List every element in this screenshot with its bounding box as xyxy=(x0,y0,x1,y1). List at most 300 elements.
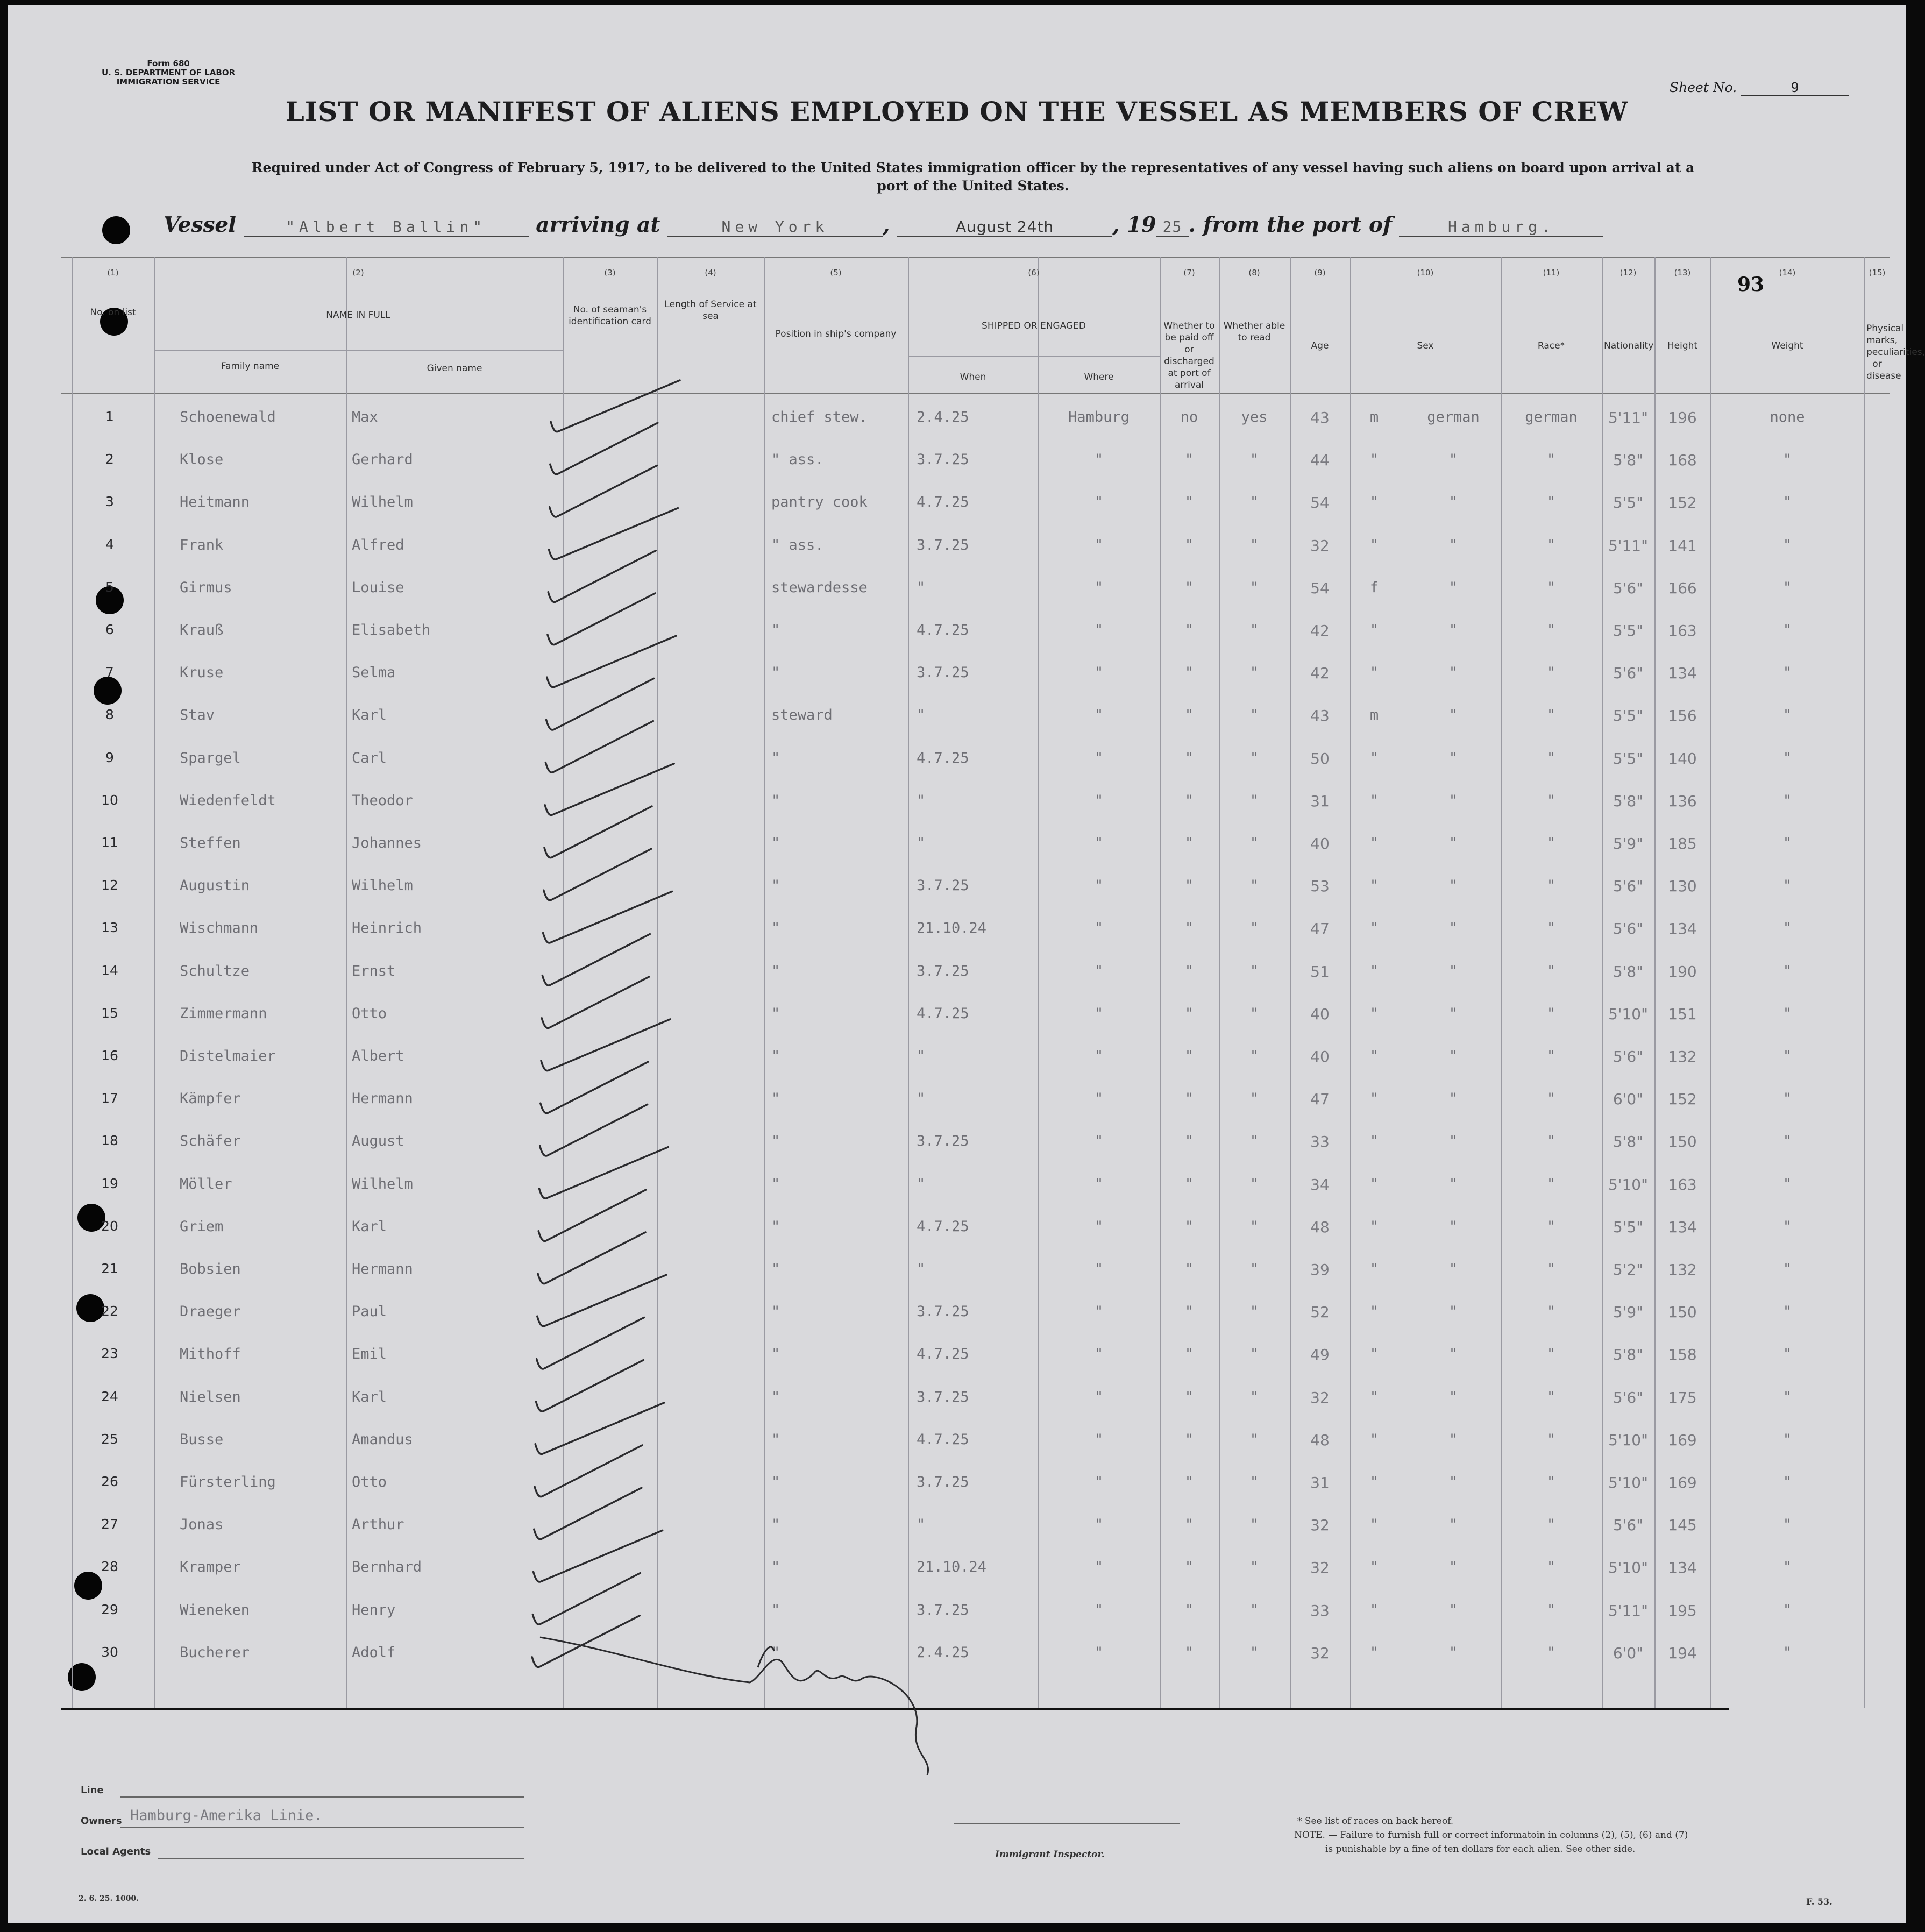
row-16-marks: " xyxy=(1782,1048,1792,1064)
row-6-nat: " xyxy=(1546,622,1556,638)
row-16-position: " xyxy=(771,1048,780,1064)
penalty-note-2: is punishable by a fine of ten dollars for each alien. See other side. xyxy=(1325,1844,1636,1855)
row-19-nat: " xyxy=(1546,1175,1556,1192)
row-22-nat: " xyxy=(1546,1303,1556,1320)
row-28-when: 21.10.24 xyxy=(917,1559,987,1576)
row-13-when: 21.10.24 xyxy=(917,920,987,937)
row-16-no: 16 xyxy=(101,1048,118,1063)
row-5-nat: " xyxy=(1546,579,1556,596)
row-2-family: Klose xyxy=(180,451,224,468)
check-mark-row-10 xyxy=(545,764,674,815)
row-6-no: 6 xyxy=(105,622,114,637)
row-17-nat: " xyxy=(1546,1090,1556,1107)
row-3-paid: " xyxy=(1184,494,1194,511)
row-14-weight: 190 xyxy=(1668,962,1697,981)
row-1-when: 2.4.25 xyxy=(917,409,969,425)
row-14-nat: " xyxy=(1546,962,1556,979)
inspector-label: Immigrant Inspector. xyxy=(995,1849,1105,1860)
column-number-c9: (9) xyxy=(1314,268,1326,278)
row-21-no: 21 xyxy=(101,1261,118,1276)
row-18-height: 5'8" xyxy=(1613,1133,1644,1151)
row-30-weight: 194 xyxy=(1668,1644,1697,1662)
row-5-no: 5 xyxy=(105,579,114,595)
row-11-read: " xyxy=(1249,835,1259,851)
row-5-read: " xyxy=(1249,579,1259,596)
row-30-paid: " xyxy=(1184,1644,1194,1661)
row-16-height: 5'6" xyxy=(1613,1048,1644,1066)
row-28-where: " xyxy=(1094,1559,1104,1576)
row-18-age: 33 xyxy=(1310,1133,1330,1151)
row-11-age: 40 xyxy=(1310,835,1330,853)
column-subheader-given: Given name xyxy=(427,363,482,374)
service-name: IMMIGRATION SERVICE xyxy=(116,77,221,87)
row-29-weight: 195 xyxy=(1668,1601,1697,1620)
row-26-nat: " xyxy=(1546,1474,1556,1490)
row-21-weight: 132 xyxy=(1668,1261,1697,1278)
arrival-year: 25 xyxy=(1156,218,1189,237)
row-28-read: " xyxy=(1249,1559,1259,1576)
row-23-where: " xyxy=(1094,1346,1104,1363)
row-20-when: 4.7.25 xyxy=(917,1218,969,1235)
row-3-height: 5'5" xyxy=(1613,494,1644,512)
row-7-position: " xyxy=(771,664,780,681)
row-5-position: stewardesse xyxy=(771,579,868,596)
row-21-race: " xyxy=(1448,1261,1458,1277)
column-header-c6: SHIPPED OR ENGAGED xyxy=(982,321,1086,331)
row-28-race: " xyxy=(1448,1559,1458,1576)
check-mark-row-15 xyxy=(542,977,649,1028)
row-7-nat: " xyxy=(1546,664,1556,681)
row-9-paid: " xyxy=(1184,749,1194,766)
row-28-position: " xyxy=(771,1559,780,1576)
handwriting-layer xyxy=(8,5,1925,1923)
row-30-race: " xyxy=(1448,1644,1458,1661)
row-19-where: " xyxy=(1094,1175,1104,1192)
row-18-read: " xyxy=(1249,1133,1259,1150)
row-1-height: 5'11" xyxy=(1608,409,1649,427)
row-12-paid: " xyxy=(1184,877,1194,894)
row-23-sex: " xyxy=(1369,1346,1379,1363)
inspector-signature xyxy=(540,1637,928,1775)
row-2-when: 3.7.25 xyxy=(917,451,969,468)
row-24-nat: " xyxy=(1546,1388,1556,1405)
row-19-weight: 163 xyxy=(1668,1175,1697,1194)
row-7-family: Kruse xyxy=(180,664,224,681)
row-17-when: " xyxy=(917,1090,926,1107)
row-12-position: " xyxy=(771,877,780,894)
row-12-marks: " xyxy=(1782,877,1792,894)
row-27-position: " xyxy=(771,1516,780,1533)
row-16-when: " xyxy=(917,1048,926,1064)
row-23-read: " xyxy=(1249,1346,1259,1363)
row-13-no: 13 xyxy=(101,920,118,936)
row-2-no: 2 xyxy=(105,451,114,467)
row-20-height: 5'5" xyxy=(1613,1218,1644,1236)
row-6-given: Elisabeth xyxy=(352,622,431,638)
row-23-position: " xyxy=(771,1346,780,1363)
row-3-nat: " xyxy=(1546,494,1556,511)
column-header-c12: Nationality xyxy=(1604,340,1654,351)
row-8-when: " xyxy=(917,707,926,724)
column-number-c10: (10) xyxy=(1417,268,1434,278)
row-4-no: 4 xyxy=(105,536,114,552)
row-23-when: 4.7.25 xyxy=(917,1346,969,1363)
row-16-read: " xyxy=(1249,1048,1259,1064)
row-3-weight: 152 xyxy=(1668,494,1697,512)
row-24-when: 3.7.25 xyxy=(917,1388,969,1405)
row-20-race: " xyxy=(1448,1218,1458,1235)
column-number-c1: (1) xyxy=(107,268,119,278)
row-3-given: Wilhelm xyxy=(352,494,413,511)
row-7-marks: " xyxy=(1782,664,1792,681)
row-30-position: " xyxy=(771,1644,780,1661)
check-mark-row-28 xyxy=(534,1530,663,1582)
row-11-no: 11 xyxy=(101,835,118,850)
row-7-sex: " xyxy=(1369,664,1379,681)
row-20-read: " xyxy=(1249,1218,1259,1235)
row-23-height: 5'8" xyxy=(1613,1346,1644,1364)
row-14-marks: " xyxy=(1782,962,1792,979)
row-7-age: 42 xyxy=(1310,664,1330,683)
row-8-family: Stav xyxy=(180,707,215,724)
row-16-weight: 132 xyxy=(1668,1048,1697,1066)
row-19-paid: " xyxy=(1184,1175,1194,1192)
row-4-age: 32 xyxy=(1310,536,1330,555)
column-header-c4: Length of Service at sea xyxy=(664,299,757,322)
row-24-sex: " xyxy=(1369,1388,1379,1405)
row-8-position: steward xyxy=(771,707,833,724)
row-18-when: 3.7.25 xyxy=(917,1133,969,1150)
row-27-height: 5'6" xyxy=(1613,1516,1644,1535)
column-number-c14: (14) xyxy=(1779,268,1796,278)
row-7-height: 5'6" xyxy=(1613,664,1644,683)
row-12-height: 5'6" xyxy=(1613,877,1644,896)
row-30-where: " xyxy=(1094,1644,1104,1661)
row-10-marks: " xyxy=(1782,792,1792,809)
row-9-position: " xyxy=(771,749,780,766)
row-26-race: " xyxy=(1448,1474,1458,1490)
row-14-where: " xyxy=(1094,962,1104,979)
page-subtitle: Required under Act of Congress of February 5, 1917, to be delivered to the United States immigration officer by the representatives of any vessel having such aliens on board upon arrival at a port of the United States. xyxy=(251,160,1695,194)
row-11-weight: 185 xyxy=(1668,835,1697,853)
row-11-family: Steffen xyxy=(180,835,241,851)
row-2-height: 5'8" xyxy=(1613,451,1644,470)
row-22-age: 52 xyxy=(1310,1303,1330,1322)
row-2-sex: " xyxy=(1369,451,1379,468)
row-15-marks: " xyxy=(1782,1005,1792,1022)
row-9-read: " xyxy=(1249,749,1259,766)
row-2-marks: " xyxy=(1782,451,1792,468)
row-5-race: " xyxy=(1448,579,1458,596)
row-26-marks: " xyxy=(1782,1474,1792,1490)
row-23-nat: " xyxy=(1546,1346,1556,1363)
row-10-weight: 136 xyxy=(1668,792,1697,810)
row-19-family: Möller xyxy=(180,1175,232,1192)
row-9-no: 9 xyxy=(105,749,114,765)
row-29-position: " xyxy=(771,1601,780,1618)
column-header-c7: Whether to be paid off or discharged at port of arrival xyxy=(1163,321,1215,390)
row-19-sex: " xyxy=(1369,1175,1379,1192)
row-28-sex: " xyxy=(1369,1559,1379,1576)
row-26-paid: " xyxy=(1184,1474,1194,1490)
row-15-weight: 151 xyxy=(1668,1005,1697,1023)
row-29-family: Wieneken xyxy=(180,1601,250,1618)
row-15-when: 4.7.25 xyxy=(917,1005,969,1022)
row-21-position: " xyxy=(771,1261,780,1277)
check-mark-row-24 xyxy=(536,1360,643,1412)
row-19-position: " xyxy=(771,1175,780,1192)
column-header-c5: Position in ship's company xyxy=(775,329,897,339)
row-12-race: " xyxy=(1448,877,1458,894)
row-30-family: Bucherer xyxy=(180,1644,250,1661)
row-9-family: Spargel xyxy=(180,749,241,766)
row-18-no: 18 xyxy=(101,1133,118,1149)
row-13-marks: " xyxy=(1782,920,1792,937)
row-2-weight: 168 xyxy=(1668,451,1697,470)
printer-mark: 2. 6. 25. 1000. xyxy=(79,1894,139,1903)
row-6-when: 4.7.25 xyxy=(917,622,969,638)
row-11-race: " xyxy=(1448,835,1458,851)
row-5-age: 54 xyxy=(1310,579,1330,597)
column-header-c9: Age xyxy=(1311,340,1329,351)
row-4-race: " xyxy=(1448,536,1458,553)
row-27-read: " xyxy=(1249,1516,1259,1533)
row-28-no: 28 xyxy=(101,1559,118,1575)
column-number-c5: (5) xyxy=(830,268,842,278)
row-21-paid: " xyxy=(1184,1261,1194,1277)
row-5-when: " xyxy=(917,579,926,596)
page-title: LIST OR MANIFEST OF ALIENS EMPLOYED ON THE VESSEL AS MEMBERS OF CREW xyxy=(285,96,1629,127)
row-2-age: 44 xyxy=(1310,451,1330,470)
row-25-race: " xyxy=(1448,1431,1458,1448)
row-4-family: Frank xyxy=(180,536,224,553)
sheet-number-label: Sheet No. xyxy=(1670,80,1737,95)
row-27-weight: 145 xyxy=(1668,1516,1697,1535)
row-14-height: 5'8" xyxy=(1613,962,1644,981)
row-16-sex: " xyxy=(1369,1048,1379,1064)
row-24-no: 24 xyxy=(101,1388,118,1404)
row-20-paid: " xyxy=(1184,1218,1194,1235)
row-8-where: " xyxy=(1094,707,1104,724)
row-11-position: " xyxy=(771,835,780,851)
row-25-family: Busse xyxy=(180,1431,224,1448)
row-25-paid: " xyxy=(1184,1431,1194,1448)
row-3-race: " xyxy=(1448,494,1458,511)
departure-port: Hamburg. xyxy=(1399,218,1603,237)
row-5-height: 5'6" xyxy=(1613,579,1644,597)
row-13-paid: " xyxy=(1184,920,1194,937)
row-6-paid: " xyxy=(1184,622,1194,638)
row-16-paid: " xyxy=(1184,1048,1194,1064)
row-15-age: 40 xyxy=(1310,1005,1330,1023)
row-29-race: " xyxy=(1448,1601,1458,1618)
row-9-height: 5'5" xyxy=(1613,749,1644,768)
row-30-sex: " xyxy=(1369,1644,1379,1661)
row-22-given: Paul xyxy=(352,1303,387,1320)
row-30-nat: " xyxy=(1546,1644,1556,1661)
row-6-sex: " xyxy=(1369,622,1379,638)
row-20-family: Griem xyxy=(180,1218,224,1235)
row-2-where: " xyxy=(1094,451,1104,468)
row-27-given: Arthur xyxy=(352,1516,404,1533)
row-10-race: " xyxy=(1448,792,1458,809)
row-25-height: 5'10" xyxy=(1608,1431,1649,1449)
check-mark-row-30 xyxy=(532,1616,640,1667)
row-13-race: " xyxy=(1448,920,1458,937)
row-14-age: 51 xyxy=(1310,962,1330,981)
owners-value: Hamburg-Amerika Linie. xyxy=(130,1807,323,1824)
row-3-read: " xyxy=(1249,494,1259,511)
row-21-height: 5'2" xyxy=(1613,1261,1644,1278)
row-21-given: Hermann xyxy=(352,1261,413,1277)
row-30-no: 30 xyxy=(101,1644,118,1660)
row-21-read: " xyxy=(1249,1261,1259,1277)
column-header-c1: No. on list xyxy=(90,307,136,318)
row-1-family: Schoenewald xyxy=(180,409,276,425)
row-28-paid: " xyxy=(1184,1559,1194,1576)
row-29-paid: " xyxy=(1184,1601,1194,1618)
column-number-c8: (8) xyxy=(1248,268,1260,278)
row-14-sex: " xyxy=(1369,962,1379,979)
row-4-marks: " xyxy=(1782,536,1792,553)
row-29-height: 5'11" xyxy=(1608,1601,1649,1620)
row-24-race: " xyxy=(1448,1388,1458,1405)
row-8-nat: " xyxy=(1546,707,1556,724)
row-19-no: 19 xyxy=(101,1175,118,1191)
column-number-c4: (4) xyxy=(705,268,716,278)
row-5-paid: " xyxy=(1184,579,1194,596)
row-6-marks: " xyxy=(1782,622,1792,638)
row-9-nat: " xyxy=(1546,749,1556,766)
row-17-age: 47 xyxy=(1310,1090,1330,1109)
row-26-when: 3.7.25 xyxy=(917,1474,969,1490)
check-mark-row-17 xyxy=(541,1062,648,1113)
row-28-family: Kramper xyxy=(180,1559,241,1576)
row-3-family: Heitmann xyxy=(180,494,250,511)
row-9-weight: 140 xyxy=(1668,749,1697,768)
row-4-position: " ass. xyxy=(771,536,824,553)
row-22-read: " xyxy=(1249,1303,1259,1320)
row-23-no: 23 xyxy=(101,1346,118,1362)
row-14-paid: " xyxy=(1184,962,1194,979)
row-16-where: " xyxy=(1094,1048,1104,1064)
page-mark: 93 xyxy=(1737,273,1765,296)
row-10-where: " xyxy=(1094,792,1104,809)
check-mark-row-1 xyxy=(551,380,680,432)
check-mark-row-2 xyxy=(550,423,658,474)
line-label: Line xyxy=(81,1785,104,1796)
row-11-where: " xyxy=(1094,835,1104,851)
row-22-weight: 150 xyxy=(1668,1303,1697,1322)
row-8-no: 8 xyxy=(105,707,114,723)
row-20-marks: " xyxy=(1782,1218,1792,1235)
row-6-read: " xyxy=(1249,622,1259,638)
row-26-sex: " xyxy=(1369,1474,1379,1490)
row-3-where: " xyxy=(1094,494,1104,511)
row-25-position: " xyxy=(771,1431,780,1448)
row-17-height: 6'0" xyxy=(1613,1090,1644,1109)
row-4-weight: 141 xyxy=(1668,536,1697,555)
row-11-when: " xyxy=(917,835,926,851)
row-22-race: " xyxy=(1448,1303,1458,1320)
row-20-no: 20 xyxy=(101,1218,118,1234)
row-3-no: 3 xyxy=(105,494,114,510)
row-27-race: " xyxy=(1448,1516,1458,1533)
row-27-family: Jonas xyxy=(180,1516,224,1533)
row-18-sex: " xyxy=(1369,1133,1379,1150)
row-24-position: " xyxy=(771,1388,780,1405)
row-25-given: Amandus xyxy=(352,1431,413,1448)
from-port-label: from the port of xyxy=(1203,212,1392,237)
row-19-read: " xyxy=(1249,1175,1259,1192)
row-12-no: 12 xyxy=(101,877,118,893)
row-19-given: Wilhelm xyxy=(352,1175,413,1192)
row-10-age: 31 xyxy=(1310,792,1330,810)
row-12-nat: " xyxy=(1546,877,1556,894)
row-12-given: Wilhelm xyxy=(352,877,413,894)
row-11-marks: " xyxy=(1782,835,1792,851)
row-30-when: 2.4.25 xyxy=(917,1644,969,1661)
row-6-height: 5'5" xyxy=(1613,622,1644,640)
row-15-position: " xyxy=(771,1005,780,1022)
check-mark-row-18 xyxy=(540,1104,648,1156)
row-9-given: Carl xyxy=(352,749,387,766)
row-21-family: Bobsien xyxy=(180,1261,241,1277)
row-9-when: 4.7.25 xyxy=(917,749,969,766)
check-mark-row-12 xyxy=(544,849,651,900)
row-27-when: " xyxy=(917,1516,926,1533)
row-5-marks: " xyxy=(1782,579,1792,596)
row-17-where: " xyxy=(1094,1090,1104,1107)
row-21-where: " xyxy=(1094,1261,1104,1277)
row-30-height: 6'0" xyxy=(1613,1644,1644,1662)
row-26-where: " xyxy=(1094,1474,1104,1490)
row-19-race: " xyxy=(1448,1175,1458,1192)
row-12-when: 3.7.25 xyxy=(917,877,969,894)
row-15-sex: " xyxy=(1369,1005,1379,1022)
row-6-age: 42 xyxy=(1310,622,1330,640)
row-15-family: Zimmermann xyxy=(180,1005,267,1022)
row-11-height: 5'9" xyxy=(1613,835,1644,853)
row-2-race: " xyxy=(1448,451,1458,468)
column-number-c12: (12) xyxy=(1619,268,1637,278)
check-mark-row-26 xyxy=(535,1445,642,1497)
row-21-nat: " xyxy=(1546,1261,1556,1277)
column-subheader-when: When xyxy=(960,372,986,382)
row-10-height: 5'8" xyxy=(1613,792,1644,810)
row-27-where: " xyxy=(1094,1516,1104,1533)
check-mark-row-8 xyxy=(546,678,654,730)
check-mark-row-11 xyxy=(544,806,652,858)
row-13-given: Heinrich xyxy=(352,920,422,937)
check-mark-row-29 xyxy=(532,1573,640,1625)
row-19-marks: " xyxy=(1782,1175,1792,1192)
row-15-race: " xyxy=(1448,1005,1458,1022)
row-29-when: 3.7.25 xyxy=(917,1601,969,1618)
row-14-family: Schultze xyxy=(180,962,250,979)
row-22-height: 5'9" xyxy=(1613,1303,1644,1322)
races-note: * See list of races on back hereof. xyxy=(1297,1816,1454,1827)
row-17-read: " xyxy=(1249,1090,1259,1107)
row-1-given: Max xyxy=(352,409,378,425)
department-name: U. S. DEPARTMENT OF LABOR xyxy=(102,68,236,77)
column-number-c3: (3) xyxy=(604,268,616,278)
row-27-paid: " xyxy=(1184,1516,1194,1533)
row-8-marks: " xyxy=(1782,707,1792,724)
row-6-family: Krauß xyxy=(180,622,224,638)
row-17-sex: " xyxy=(1369,1090,1379,1107)
row-18-where: " xyxy=(1094,1133,1104,1150)
